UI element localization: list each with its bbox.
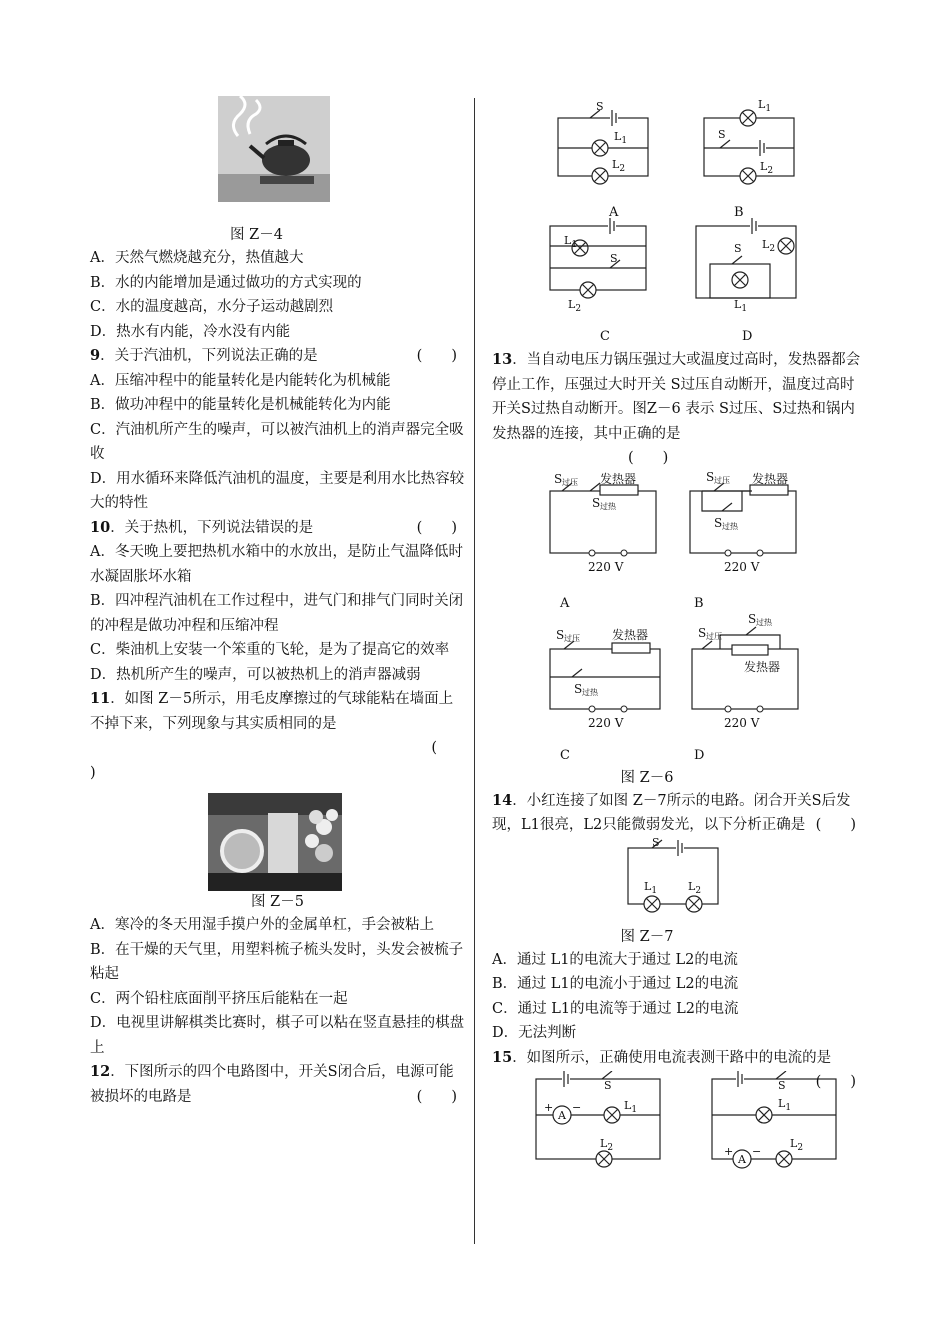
column-divider: [474, 98, 475, 1244]
svg-text:发热器: 发热器: [612, 627, 649, 642]
q11-paren: (: [431, 740, 437, 756]
balloon-photo: [208, 793, 342, 891]
svg-text:S: S: [554, 471, 563, 486]
left-column: [90, 96, 465, 1109]
q11-paren-close: ): [90, 764, 96, 781]
svg-text:S: S: [592, 495, 601, 510]
q9-option-d: D．用水循环来降低汽油机的温度，主要是利用水比热容较大的特性: [90, 470, 465, 511]
svg-text:S: S: [734, 242, 742, 255]
q11-stem: 11．如图 Z－5所示，用毛皮摩擦过的气球能粘在墙面上不掉下来，下列现象与其实质相同的是: [90, 690, 454, 732]
svg-text:L1: $L_1$: [614, 130, 628, 146]
q9-stem: 9．关于汽油机，下列说法正确的是 ( ): [90, 347, 457, 364]
fig5-caption: 图 Z－5: [251, 894, 304, 910]
svg-text:220 V: 220 V: [724, 559, 760, 574]
kettle-photo: [218, 96, 330, 202]
svg-text:S: S: [698, 625, 707, 640]
svg-text:过热: 过热: [756, 617, 772, 627]
svg-text:L2: $L_2$: [600, 1136, 614, 1153]
q8-option-b: B．水的内能增加是通过做功的方式实现的: [90, 274, 362, 291]
svg-text:L1: $L_1$: [758, 98, 772, 114]
right-column: [492, 96, 862, 1171]
fig7-caption: 图 Z－7: [620, 928, 674, 945]
svg-text:过压: 过压: [706, 631, 722, 641]
svg-text:S: S: [604, 1078, 612, 1092]
q10-option-b: B．四冲程汽油机在工作过程中，进气门和排气门同时关闭的冲程是做功冲程和压缩冲程: [90, 593, 464, 634]
svg-text:A: A: [738, 1152, 746, 1166]
svg-text:L1: $L_1$: [734, 298, 748, 314]
q10-option-c: C．柴油机上安装一个笨重的飞轮，是为了提高它的效率: [90, 642, 450, 658]
svg-text:L2: $L_2$: [688, 879, 702, 896]
svg-text:过热: 过热: [582, 687, 598, 697]
fig6-label-c: C: [560, 747, 570, 763]
svg-text:过压: 过压: [564, 633, 580, 643]
svg-text:L1: $L_1$: [778, 1096, 792, 1113]
q10-option-a: A．冬天晚上要把热机水箱中的水放出，是防止气温降低时水凝固胀坏水箱: [90, 544, 463, 585]
svg-text:过压: 过压: [562, 477, 578, 487]
q9-option-c: C．汽油机所产生的噪声，可以被汽油机上的消声器完全吸收: [90, 421, 464, 462]
svg-text:S: S: [596, 100, 604, 113]
q8-option-a: A．天然气燃烧越充分，热值越大: [90, 250, 304, 266]
q12-circuits: [492, 96, 862, 348]
q11-option-d: D．电视里讲解棋类比赛时，棋子可以粘在竖直悬挂的棋盘上: [90, 1015, 465, 1056]
fig4-caption: 图 Z－4: [230, 227, 283, 243]
q13-paren: ( ): [628, 450, 669, 466]
q8-option-d: D．热水有内能，冷水没有内能: [90, 323, 291, 340]
fig6-label-a: A: [560, 595, 570, 611]
svg-text:L1: $L_1$: [564, 234, 578, 250]
q14-option-c: C．通过 L1的电流等于通过 L2的电流: [492, 1000, 739, 1017]
svg-text:S: S: [706, 470, 715, 484]
q11-option-b: B．在干燥的天气里，用塑料梳子梳头发时，头发会被梳子粘起: [90, 941, 464, 982]
svg-text:S: S: [610, 252, 618, 265]
svg-text:S: S: [556, 627, 565, 642]
svg-text:L2: $L_2$: [790, 1136, 804, 1153]
q12-label-b: B: [734, 205, 744, 220]
q14-stem: 14．小红连接了如图 Z－7所示的电路。闭合开关S后发现，L1很亮，L2只能微弱发光，以下分析正确是 ( ): [492, 791, 856, 833]
q11-option-c: C．两个铅柱底面削平挤压后能粘在一起: [90, 990, 348, 1007]
q12-label-d: D: [742, 329, 753, 344]
q8-option-c: C．水的温度越高，水分子运动越剧烈: [90, 299, 334, 315]
svg-text:L1: $L_1$: [644, 879, 658, 896]
q10-stem: 10．关于热机，下列说法错误的是 ( ): [90, 518, 457, 536]
q15-stem: 15．如图所示，正确使用电流表测干路中的电流的是 ( ): [492, 1048, 856, 1090]
svg-text:220 V: 220 V: [588, 715, 624, 730]
fig6-caption: 图 Z－6: [620, 769, 674, 786]
fig6-label-d: D: [694, 747, 705, 763]
q9-option-b: B．做功冲程中的能量转化是机械能转化为内能: [90, 397, 391, 413]
svg-text:发热器: 发热器: [600, 471, 637, 486]
q14-option-a: A．通过 L1的电流大于通过 L2的电流: [492, 951, 738, 968]
q11-option-a: A．寒冷的冬天用湿手摸户外的金属单杠，手会被粘上: [90, 917, 434, 933]
svg-text:S: S: [748, 611, 757, 626]
q9-option-a: A．压缩冲程中的能量转化是内能转化为机械能: [90, 372, 391, 389]
q13-stem: 13．当自动电压力锅压强过大或温度过高时，发热器都会停止工作，压强过大时开关 S过压自动断开，温度过高时开关S过热自动断开。图Z－6 表示 S过压、S过热和锅内发热器的连接，其中正确的是: [492, 351, 861, 442]
q15-circuits: [492, 1071, 862, 1171]
svg-text:L1: $L_1$: [624, 1098, 638, 1115]
svg-text:−: −: [572, 1100, 582, 1114]
svg-text:发热器: 发热器: [744, 659, 781, 674]
svg-text:S: S: [714, 515, 723, 530]
svg-text:过热: 过热: [600, 501, 616, 511]
svg-text:S: S: [652, 837, 660, 849]
svg-text:S: S: [718, 128, 726, 141]
svg-text:220 V: 220 V: [588, 559, 624, 574]
svg-text:−: −: [752, 1144, 762, 1158]
q14-option-b: B．通过 L1的电流小于通过 L2的电流: [492, 976, 739, 992]
fig6-label-b: B: [694, 595, 704, 611]
q12-label-a: A: [609, 205, 619, 220]
q14-option-d: D．无法判断: [492, 1025, 577, 1041]
svg-text:L2: $L_2$: [762, 238, 776, 254]
q12-label-c: C: [600, 329, 610, 344]
fig6-circuits: [492, 471, 862, 767]
svg-text:L2: $L_2$: [760, 160, 774, 176]
svg-text:220 V: 220 V: [724, 715, 760, 730]
svg-text:L2: $L_2$: [568, 298, 582, 314]
svg-text:+: +: [544, 1100, 554, 1114]
svg-text:A: A: [558, 1108, 566, 1122]
q10-option-d: D．热机所产生的噪声，可以被热机上的消声器减弱: [90, 666, 421, 683]
svg-text:过压: 过压: [714, 475, 730, 485]
svg-text:+: +: [724, 1144, 734, 1158]
q12-stem: 12．下图所示的四个电路图中，开关S闭合后，电源可能被损坏的电路是 ( ): [90, 1063, 457, 1105]
svg-text:L2: $L_2$: [612, 158, 626, 174]
svg-text:发热器: 发热器: [752, 471, 789, 486]
svg-text:过热: 过热: [722, 521, 738, 531]
svg-text:S: S: [778, 1078, 786, 1092]
svg-text:S: S: [574, 681, 583, 696]
fig7-circuit: [492, 838, 862, 926]
